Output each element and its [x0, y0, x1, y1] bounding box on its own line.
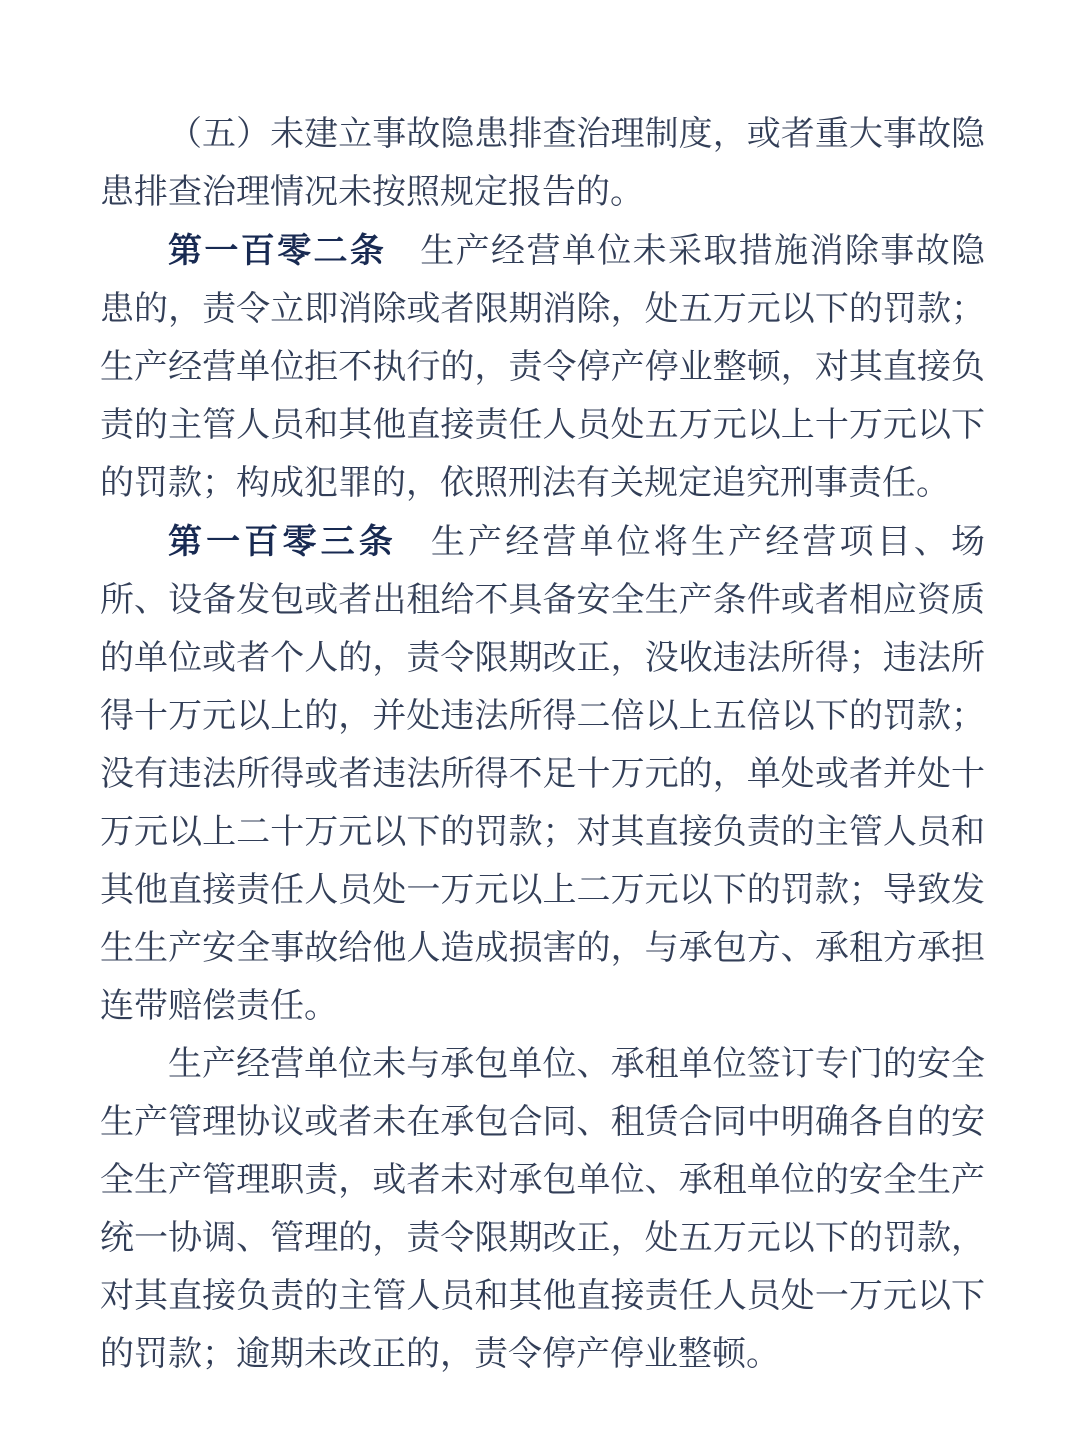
- paragraph-article-102: [100, 222, 985, 513]
- clause-item-text: （五）未建立事故隐患排查治理制度，或者重大事故隐患排查治理情况未按照规定报告的。: [100, 116, 985, 211]
- paragraph-article-103-second: [100, 1036, 985, 1384]
- law-text-body: [100, 106, 985, 1384]
- article-103-text: 生产经营单位将生产经营项目、场所、设备发包或者出租给不具备安全生产条件或者相应资质的单位或者个人的，责令限期改正，没收违法所得；违法所得十万元以上的，并处违法所得二倍以上五倍以下的罚款；没有违法所得或者违法所得不足十万元的，单处或者并处十万元以上二十万元以下的罚款；对其直接负责的主管人员和其他直接责任人员处一万元以上二万元以下的罚款；导致发生生产安全事故给他人造成损害的，与承包方、承租方承担连带赔偿责任。: [100, 524, 986, 1025]
- article-number-102: 第一百零二条: [168, 232, 387, 270]
- paragraph-clause-item-5: [100, 106, 985, 222]
- paragraph-article-103: [100, 513, 985, 1036]
- article-103-second-text: 生产经营单位未与承包单位、承租单位签订专门的安全生产管理协议或者未在承包合同、租赁合同中明确各自的安全生产管理职责，或者未对承包单位、承租单位的安全生产统一协调、管理的，责令限期改正，处五万元以下的罚款，对其直接负责的主管人员和其他直接责任人员处一万元以下的罚款；逾期未改正的，责令停产停业整顿。: [100, 1046, 985, 1373]
- article-102-text: 生产经营单位未采取措施消除事故隐患的，责令立即消除或者限期消除，处五万元以下的罚款；生产经营单位拒不执行的，责令停产停业整顿，对其直接负责的主管人员和其他直接责任人员处五万元以上十万元以下的罚款；构成犯罪的，依照刑法有关规定追究刑事责任。: [100, 233, 986, 502]
- article-number-103: 第一百零三条: [168, 523, 397, 561]
